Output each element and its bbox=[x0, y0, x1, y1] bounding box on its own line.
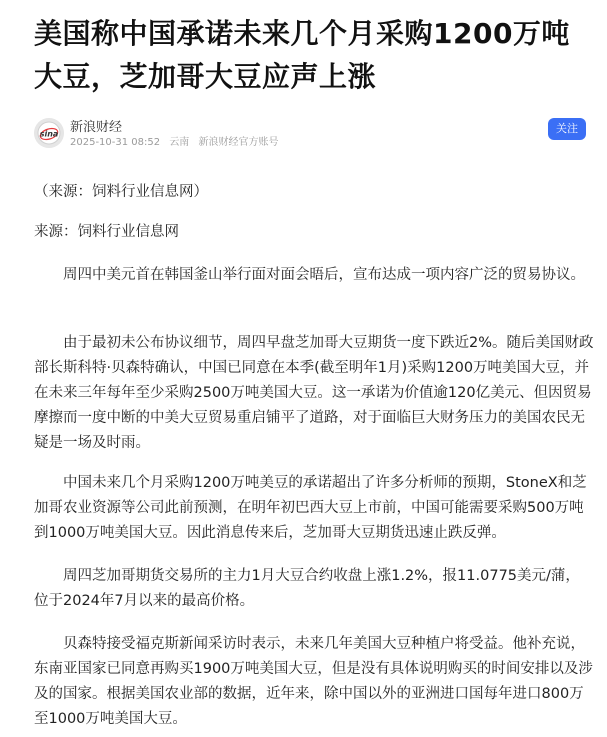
author-row bbox=[34, 118, 586, 154]
source-line: 来源：饲料行业信息网 bbox=[34, 224, 179, 240]
author-meta bbox=[70, 133, 285, 148]
article-title-line-1: 美国称中国承诺未来几个月采购1200万吨 bbox=[34, 17, 570, 50]
author-name[interactable]: 新浪财经 bbox=[70, 120, 123, 135]
paragraph: 周四中美元首在韩国釜山举行面对面会晤后，宣布达成一项内容广泛的贸易协议。 bbox=[63, 267, 585, 283]
avatar[interactable] bbox=[34, 118, 64, 148]
paragraph: 由于最初未公布协议细节，周四早盘芝加哥大豆期货一度下跌近2%。随后美国财政部长斯科特·贝森特确认，中国已同意在本季(截至明年1月)采购1200万吨美国大豆，并在未来三年每年至少采购2500万吨美国大豆。这一承诺为价值逾120亿美元、但因贸易摩擦而一度中断的中美大豆贸易重启铺平了道路，对于面临巨大财务压力的美国农民无疑是一场及时雨。 bbox=[34, 335, 594, 451]
paragraph: 中国未来几个月采购1200万吨美豆的承诺超出了许多分析师的预期，StoneX和芝加哥农业资源等公司此前预测，在明年初巴西大豆上市前，中国可能需要采购500万吨到1000万吨美国大豆。因此消息传来后，芝加哥大豆期货迅速止跌反弹。 bbox=[34, 475, 587, 541]
paragraph: 贝森特接受福克斯新闻采访时表示，未来几年美国大豆种植户将受益。他补充说，东南亚国家已同意再购买1900万吨美国大豆，但是没有具体说明购买的时间安排以及涉及的国家。根据美国农业部的数据，近年来，除中国以外的亚洲进口国每年进口800万至1000万吨美国大豆。 bbox=[34, 636, 593, 727]
publish-date: 2025-10-31 08:52 bbox=[70, 137, 161, 148]
account-label: 新浪财经官方账号 bbox=[198, 137, 279, 148]
article-title bbox=[34, 12, 594, 98]
source-line-parenthesized: （来源：饲料行业信息网） bbox=[34, 184, 208, 200]
publish-location: 云南 bbox=[169, 137, 190, 148]
article-title-line-2: 大豆，芝加哥大豆应声上涨 bbox=[34, 60, 377, 93]
follow-button[interactable]: 关注 bbox=[548, 118, 586, 140]
sina-logo-icon bbox=[34, 118, 64, 148]
paragraph: 周四芝加哥期货交易所的主力1月大豆合约收盘上涨1.2%，报11.0775美元/蒲，位于2024年7月以来的最高价格。 bbox=[34, 568, 580, 609]
avatar-logo-text: sina bbox=[39, 129, 59, 139]
